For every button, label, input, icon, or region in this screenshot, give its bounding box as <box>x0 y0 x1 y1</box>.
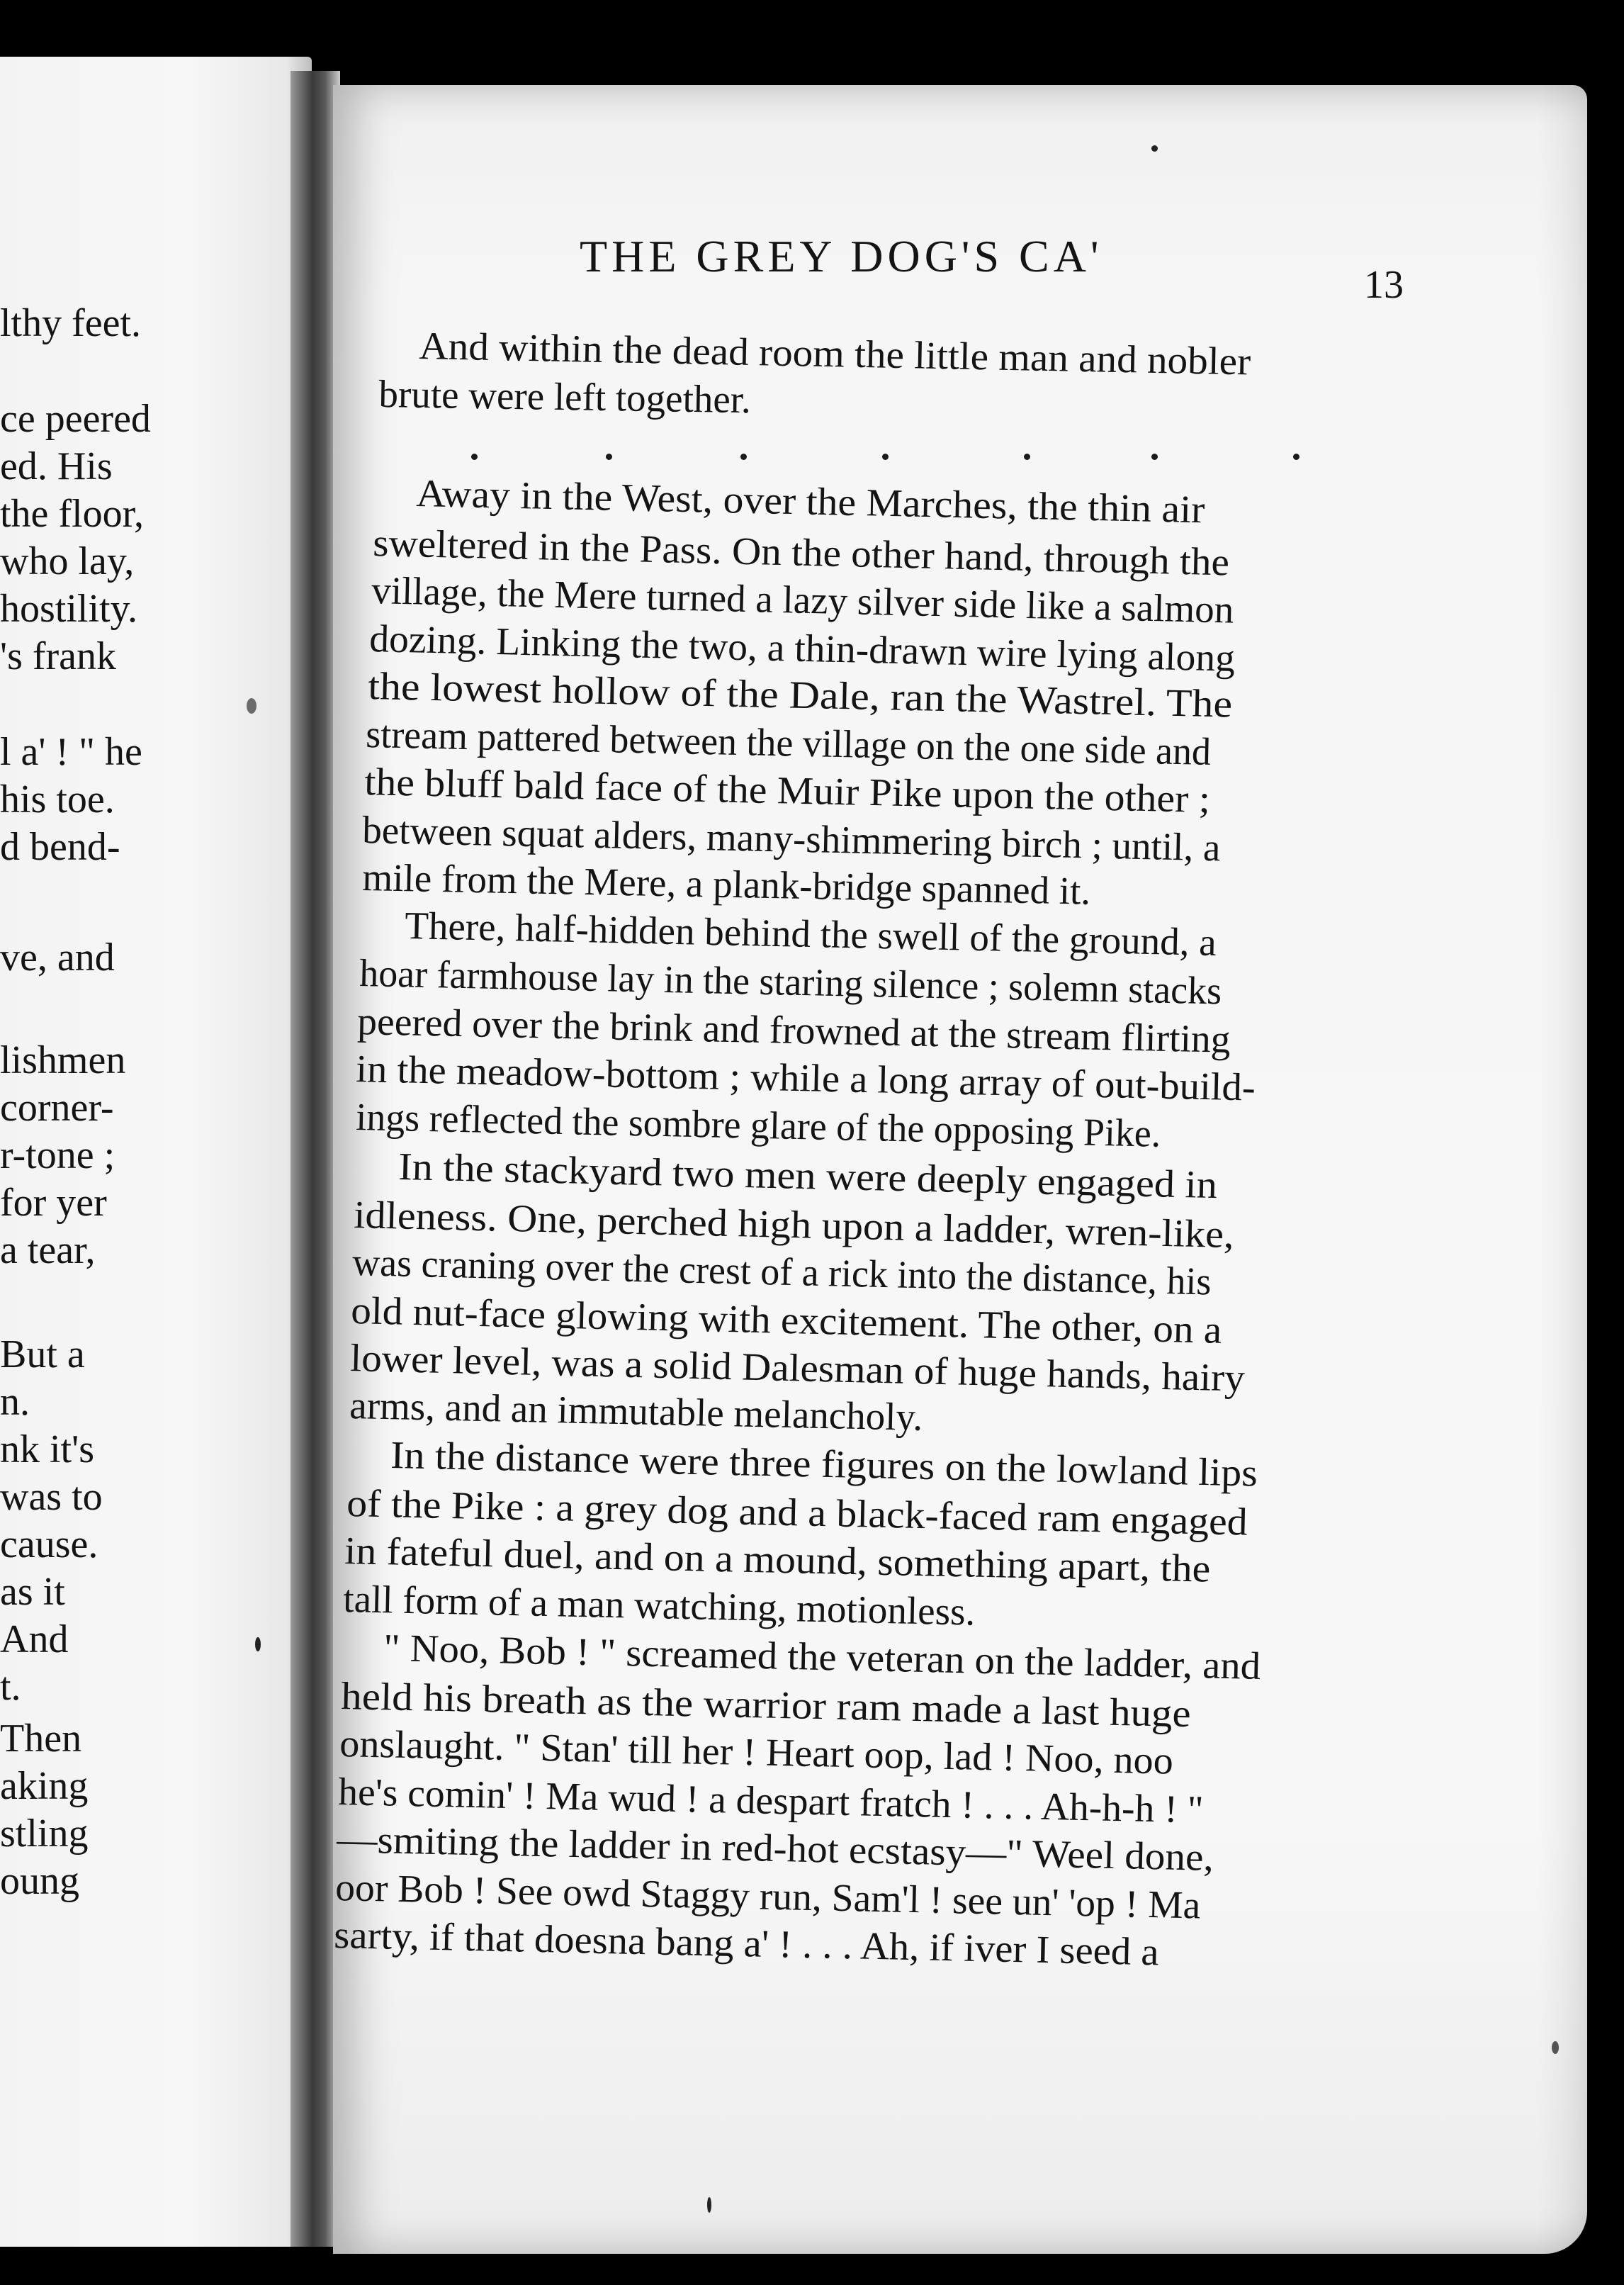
body-line: sarty, if that doesna bang a' ! . . . Ah, if iver I seed a <box>333 1913 1160 1974</box>
left-page-line: as it <box>0 1570 65 1614</box>
body-line: was craning over the crest of a rick into the distance, his <box>351 1240 1212 1303</box>
body-line: onslaught. " Stan' till her ! Heart oop, lad ! Noo, noo <box>339 1722 1174 1782</box>
left-page-line: n. <box>0 1380 30 1424</box>
left-page-line: nk it's <box>0 1427 94 1471</box>
left-page-line: 's frank <box>0 634 117 678</box>
left-page-line: Then <box>0 1717 82 1761</box>
body-line: lower level, was a solid Dalesman of huge hands, hairy <box>349 1336 1246 1400</box>
paper-speck <box>1552 2041 1559 2054</box>
section-break-dot <box>882 454 889 460</box>
left-page-line: stling <box>0 1812 89 1855</box>
left-page-line: But a <box>0 1332 85 1376</box>
left-page-line: r-tone ; <box>0 1133 115 1177</box>
body-line: between squat alders, many-shimmering birch ; until, a <box>361 808 1222 870</box>
body-line: sweltered in the Pass. On the other hand, through the <box>372 521 1230 584</box>
body-line: —smiting the ladder in red-hot ecstasy—" Weel done, <box>336 1817 1214 1879</box>
section-break-dot <box>1293 454 1299 460</box>
left-page-line: oung <box>0 1859 79 1903</box>
body-line: tall form of a man watching, motionless. <box>342 1577 976 1634</box>
body-line: stream pattered between the village on the one side and <box>365 712 1212 773</box>
left-page-line: lishmen <box>0 1038 126 1082</box>
section-break-dot <box>471 454 478 460</box>
left-page-line: was to <box>0 1475 103 1519</box>
page-number: 13 <box>1364 263 1404 307</box>
body-line: hoar farmhouse lay in the staring silence ; solemn stacks <box>359 951 1222 1013</box>
body-line: in the meadow-bottom ; while a long array of out-build- <box>355 1047 1256 1109</box>
left-page-line: who lay, <box>0 539 135 583</box>
body-line: peered over the brink and frowned at the stream flirting <box>356 999 1231 1061</box>
left-page-line: hostility. <box>0 587 137 631</box>
section-break-dot <box>740 454 747 460</box>
left-page-line: And <box>0 1617 69 1661</box>
body-line: In the distance were three figures on the lowland lips <box>390 1433 1258 1495</box>
body-line: the lowest hollow of the Dale, ran the Wastrel. The <box>367 664 1233 726</box>
section-break-dot <box>1151 454 1158 460</box>
left-page-line: ed. His <box>0 444 113 488</box>
section-break-dot <box>1024 454 1030 460</box>
left-page <box>0 57 312 2247</box>
body-line: mile from the Mere, a plank-bridge spanned it. <box>361 855 1091 913</box>
left-page-line: the floor, <box>0 492 145 536</box>
body-line: In the stackyard two men were deeply engaged in <box>397 1145 1218 1207</box>
body-line: arms, and an immutable melancholy. <box>349 1383 923 1439</box>
section-break-dot <box>606 454 612 460</box>
body-line: Away in the West, over the Marches, the thin air <box>415 471 1206 532</box>
paper-speck <box>247 698 256 714</box>
section-break-dots <box>471 454 1300 468</box>
body-line: in fateful duel, and on a mound, something apart, the <box>344 1529 1211 1590</box>
left-page-line: his toe. <box>0 777 115 821</box>
body-line: old nut-face glowing with excitement. The other, on a <box>350 1289 1223 1352</box>
body-line: brute were left together. <box>378 372 752 422</box>
body-line: dozing. Linking the two, a thin-drawn wire lying along <box>368 617 1236 680</box>
left-page-line: d bend- <box>0 825 120 869</box>
left-page-line: lthy feet. <box>0 301 142 345</box>
body-line: held his breath as the warrior ram made a last huge <box>340 1674 1192 1736</box>
body-line: village, the Mere turned a lazy silver side like a salmon <box>371 568 1234 631</box>
left-page-line: for yer <box>0 1181 107 1225</box>
left-page-line: corner- <box>0 1086 114 1130</box>
left-page-line: t. <box>0 1665 21 1709</box>
page-edge-shadow <box>1538 85 1623 2254</box>
body-line: idleness. One, perched high upon a ladder, wren-like, <box>353 1193 1235 1257</box>
left-page-line: a tear, <box>0 1228 96 1272</box>
left-page-line: cause. <box>0 1522 98 1566</box>
left-page-line: ce peered <box>0 397 151 441</box>
body-line: of the Pike : a grey dog and a black-faced ram engaged <box>346 1481 1248 1544</box>
running-head: THE GREY DOG'S CA' <box>580 231 1103 281</box>
left-page-line: l a' ! " he <box>0 730 142 774</box>
left-page-line: ve, and <box>0 936 115 979</box>
paper-speck <box>707 2197 711 2213</box>
paper-speck <box>255 1637 261 1651</box>
body-line: And within the dead room the little man and nobler <box>418 324 1251 383</box>
body-line: ings reflected the sombre glare of the opposing Pike. <box>355 1095 1161 1155</box>
paper-speck <box>1151 145 1158 152</box>
body-line: oor Bob ! See owd Staggy run, Sam'l ! see un' 'op ! Ma <box>334 1865 1201 1927</box>
body-line: the bluff bald face of the Muir Pike upon the other ; <box>363 760 1211 821</box>
body-line: " Noo, Bob ! " screamed the veteran on the ladder, and <box>383 1626 1261 1688</box>
left-page-line: aking <box>0 1764 89 1808</box>
body-line: he's comin' ! Ma wud ! a despart fratch ! . . . Ah-h-h ! " <box>337 1770 1205 1831</box>
body-line: There, half-hidden behind the swell of the ground, a <box>404 904 1217 964</box>
